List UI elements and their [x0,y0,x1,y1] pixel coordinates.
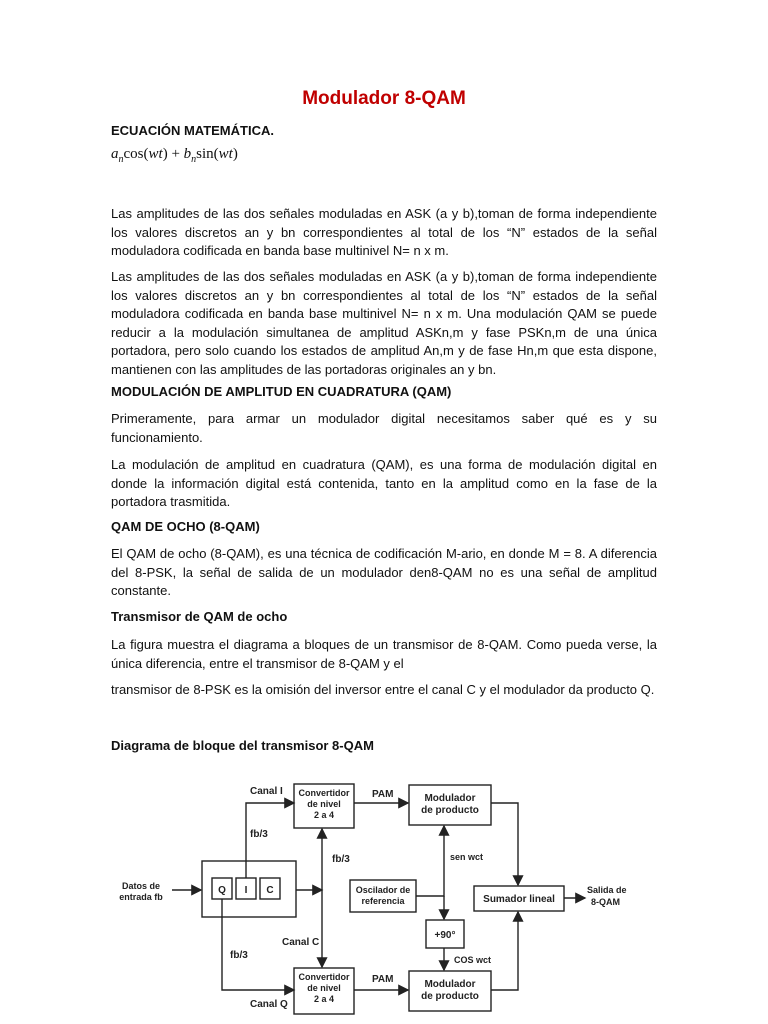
eq-arg2: wt [218,146,233,162]
input-l1: Datos de [121,881,161,891]
paragraph-3: Primeramente, para armar un modulador digital necesitamos saber qué es y su funcionamiento. [111,411,657,445]
eq-n2: n [191,154,197,165]
modulator-top-l2: de producto [421,805,479,816]
eq-b: b [183,146,192,162]
qic-register-box [202,861,296,917]
eq-plus: + [171,146,180,162]
output-l2: 8-QAM [591,897,620,907]
modulator-top-l1: Modulador [424,793,476,804]
output-l1: Salida de [587,885,627,895]
eq-sin: sin [196,146,214,162]
converter-bottom-l3: 2 a 4 [313,994,335,1004]
summer-label: Sumador lineal [483,894,555,905]
cell-q-label: Q [218,885,226,896]
equation: $a_n\cos(wt) + b_n\sin(wt)$ [111,146,238,165]
oscillator-l1: Oscilador de [355,885,411,895]
diagram-heading: Diagrama de bloque del transmisor 8-QAM [111,738,374,753]
paragraph-7: transmisor de 8-PSK es la omisión del inversor entre el canal C y el modulador da producto Q. [111,682,655,697]
converter-top-l3: 2 a 4 [313,810,335,820]
cell-c-label: C [266,885,274,896]
eq-a: a [111,146,119,162]
paragraph-5: El QAM de ocho (8-QAM), es una técnica de codificación M-ario, en donde M = 8. A diferencia del 8-PSK, la señal de salida de un modulador den8-QAM no es una señal de amplitud constante. [111,546,657,598]
label-sen: sen wct [450,852,484,862]
cell-i-label: I [244,885,248,896]
modulator-bottom-l1: Modulador [424,979,476,990]
equation-heading: ECUACIÓN MATEMÁTICA. [111,123,274,138]
modulator-bottom-l2: de producto [421,991,479,1002]
label-fb3-top: fb/3 [250,829,268,840]
converter-bottom-l1: Convertidor [298,972,350,982]
paragraph-4: La modulación de amplitud en cuadratura (QAM), es una forma de modulación digital en donde la información digital está contenida, tanto en la amplitud como en la fase de la portadora trasmitida. [111,457,657,509]
converter-bottom-l2: de nivel [307,983,341,993]
phase-label: +90° [434,930,456,941]
converter-top-l1: Convertidor [298,788,350,798]
label-pam-top: PAM [372,789,394,800]
label-cos: COS wct [454,955,492,965]
label-fb3-bottom: fb/3 [230,950,248,961]
eq-cos: cos [123,146,144,162]
paragraph-6: La figura muestra el diagrama a bloques de un transmisor de 8-QAM. Como pueda verse, la única diferencia, entre el transmisor de 8-QAM y el [111,637,657,671]
converter-top-l2: de nivel [307,799,341,809]
label-pam-bottom: PAM [372,974,394,985]
paragraph-1: Las amplitudes de las dos señales moduladas en ASK (a y b),toman de forma independiente los valores discretos an y bn correspondientes al total de los “N” estados de la señal moduladora codificada en banda base multinivel N= n x m. [111,206,657,258]
label-canal-i: Canal I [250,786,283,797]
eq-n1: n [118,154,124,165]
eq-arg1: wt [148,146,163,162]
qam-heading: MODULACIÓN DE AMPLITUD EN CUADRATURA (QAM) [111,384,452,399]
oscillator-l2: referencia [361,896,405,906]
paragraph-2: Las amplitudes de las dos señales moduladas en ASK (a y b),toman de forma independiente los valores discretos an y bn correspondientes al total de los “N” estados de la señal moduladora codificada en banda base multinivel N= n x m. Una modulación QAM se puede reducir a la modulación simultanea de amplitud ASKn,m y fase PSKn,m de una única portadora, pero solo cuando los estados de amplitud An,m y de fase Hn,m que esta dispone, mantienen con las amplitudes de las portadoras originales an y bn. [111,269,657,377]
label-fb3-mid: fb/3 [332,854,350,865]
label-canal-q: Canal Q [250,999,288,1010]
label-canal-c: Canal C [282,937,320,948]
transmitter-heading: Transmisor de QAM de ocho [111,609,288,624]
block-diagram [108,772,658,1018]
qam8-heading: QAM DE OCHO (8-QAM) [111,519,260,534]
input-l2: entrada fb [119,892,163,902]
page-title: Modulador 8-QAM [302,88,466,109]
